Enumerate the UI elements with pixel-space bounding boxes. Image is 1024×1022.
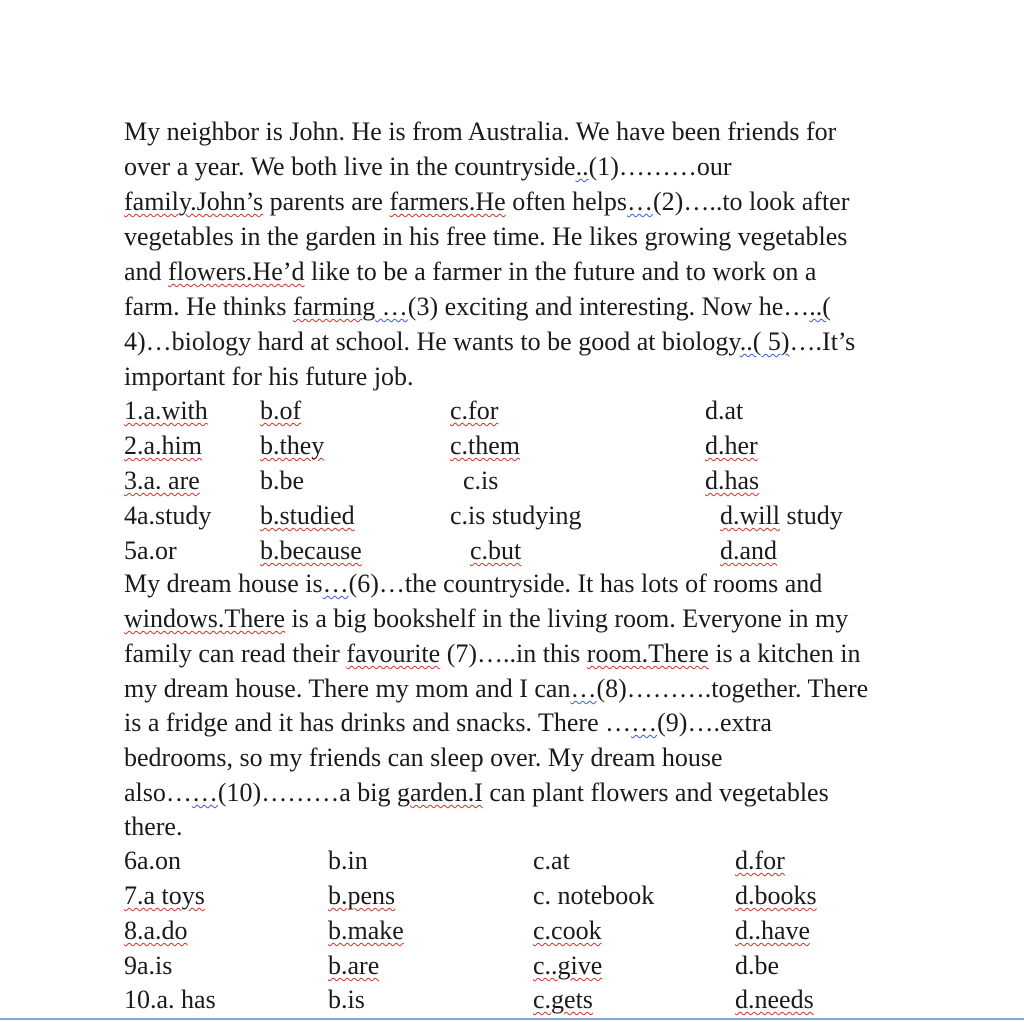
text: like to be a farmer in the future and to work on a xyxy=(304,257,817,286)
q4-option-d xyxy=(720,499,843,533)
q6-option-d: d.for xyxy=(735,846,785,875)
q9-option-d: d.be xyxy=(735,951,780,980)
q6-option-b: b.in xyxy=(328,846,368,875)
q7-option-b: b.pens xyxy=(328,881,396,910)
q10-option-c: c.gets xyxy=(533,985,593,1014)
text: (3) exciting and interesting. Now he… xyxy=(407,292,810,321)
text: (6)…the countryside. It has lots of rooms and xyxy=(348,569,823,598)
text: ..( 5) xyxy=(739,327,790,356)
q1-option-b: b.of xyxy=(260,396,302,425)
text: is a fridge and it has drinks and snacks. There … xyxy=(124,708,632,737)
text: … xyxy=(570,674,597,703)
text: (2)…..to look after xyxy=(653,187,850,216)
q5-option-d: d.and xyxy=(720,536,778,565)
text: farm. He thinks xyxy=(124,292,293,321)
text: there. xyxy=(124,812,183,841)
q5-option-c: c.but xyxy=(470,536,522,565)
q6-option-a: 6a.on xyxy=(124,846,182,875)
text: … xyxy=(375,292,408,321)
q8-option-c: c.cook xyxy=(533,916,602,945)
text: ..( xyxy=(809,292,831,321)
q5-option-b: b.because xyxy=(260,536,362,565)
text: flowers.He’d xyxy=(168,257,305,286)
passage2-line-6 xyxy=(124,741,723,775)
q10-option-b: b.is xyxy=(328,985,365,1014)
text: important for his future job. xyxy=(124,362,414,391)
q4-option-b: b.studied xyxy=(260,501,355,530)
text: … xyxy=(627,187,653,216)
text: My dream house is xyxy=(124,569,323,598)
text: … xyxy=(631,708,658,737)
q9-option-b: b.are xyxy=(328,951,380,980)
q9-option-c: c..give xyxy=(533,951,603,980)
text: (10)………a big xyxy=(217,778,397,807)
passage2-line-3 xyxy=(124,637,860,671)
text: ….It’s xyxy=(789,327,856,356)
text: parents are xyxy=(263,187,390,216)
q6-option-c: c.at xyxy=(533,846,570,875)
text: … xyxy=(191,778,218,807)
text: and xyxy=(124,257,169,286)
passage2-line-1 xyxy=(124,567,822,601)
text: d.will xyxy=(720,501,780,530)
passage2-line-8 xyxy=(124,810,182,844)
text: family.John’s xyxy=(124,187,264,216)
text: (7)…..in this xyxy=(440,639,587,668)
text: also… xyxy=(124,778,192,807)
passage1-line-4 xyxy=(124,220,847,254)
bottom-border xyxy=(0,1018,1024,1020)
q10-option-d: d.needs xyxy=(735,985,814,1014)
text: (9)….extra xyxy=(657,708,772,737)
passage1-line-8 xyxy=(124,360,414,394)
q1-option-a: 1.a.with xyxy=(124,396,208,425)
text: vegetables in the garden in his free time. He likes growing vegetables xyxy=(124,222,848,251)
passage1-line-3 xyxy=(124,185,849,219)
text: is a kitchen in xyxy=(708,639,861,668)
q2-option-a: 2.a.him xyxy=(124,431,202,460)
q5-option-a: 5a.or xyxy=(124,536,177,565)
text: … xyxy=(322,569,349,598)
q3-option-b: b.be xyxy=(260,466,305,495)
q4-option-c: c.is studying xyxy=(450,501,582,530)
q4-option-a: 4a.study xyxy=(124,501,212,530)
text: can plant flowers and vegetables xyxy=(482,778,829,807)
q10-option-a: 10.a. has xyxy=(124,985,216,1014)
q7-option-a: 7.a toys xyxy=(124,881,205,910)
q8-option-a: 8.a.do xyxy=(124,916,188,945)
q8-option-b: b.make xyxy=(328,916,404,945)
q9-option-a: 9a.is xyxy=(124,951,173,980)
text: My neighbor is John. He is from Australia. We have been friends for xyxy=(124,117,837,146)
text: often helps xyxy=(505,187,627,216)
q2-option-b: b.they xyxy=(260,431,325,460)
text: my dream house. There my mom and I can xyxy=(124,674,571,703)
text: 4)…biology hard at school. He wants to be good at biology xyxy=(124,327,740,356)
text: farmers.He xyxy=(389,187,506,216)
q1-option-d: d.at xyxy=(705,396,744,425)
text: (1)………our xyxy=(588,152,732,181)
q1-option-c: c.for xyxy=(450,396,499,425)
q3-option-d: d.has xyxy=(705,466,760,495)
passage2-line-5 xyxy=(124,706,772,740)
text: bedrooms, so my friends can sleep over. My dream house xyxy=(124,743,723,772)
text: family can read their xyxy=(124,639,347,668)
passage1-line-5 xyxy=(124,255,816,289)
text: study xyxy=(779,501,843,530)
passage1-line-1 xyxy=(124,115,836,149)
text: farming xyxy=(292,292,376,321)
text: .. xyxy=(575,152,589,181)
q2-option-d: d.her xyxy=(705,431,758,460)
text: (8)……….together. There xyxy=(596,674,869,703)
text: garden.I xyxy=(396,778,483,807)
q8-option-d: d..have xyxy=(735,916,811,945)
text: windows.There xyxy=(124,604,286,633)
text: favourite xyxy=(346,639,441,668)
passage2-line-2 xyxy=(124,602,848,636)
q3-option-a: 3.a. are xyxy=(124,466,200,495)
passage1-line-6 xyxy=(124,290,831,324)
text: room.There xyxy=(586,639,709,668)
q7-option-c: c. notebook xyxy=(533,881,655,910)
passage2-line-4 xyxy=(124,672,868,706)
q7-option-d: d.books xyxy=(735,881,817,910)
q2-option-c: c.them xyxy=(450,431,521,460)
passage2-line-7 xyxy=(124,776,829,810)
passage1-line-7 xyxy=(124,325,855,359)
q3-option-c: c.is xyxy=(463,466,499,495)
text: is a big bookshelf in the living room. Everyone in my xyxy=(285,604,849,633)
passage1-line-2 xyxy=(124,150,732,184)
text: over a year. We both live in the countryside xyxy=(124,152,576,181)
